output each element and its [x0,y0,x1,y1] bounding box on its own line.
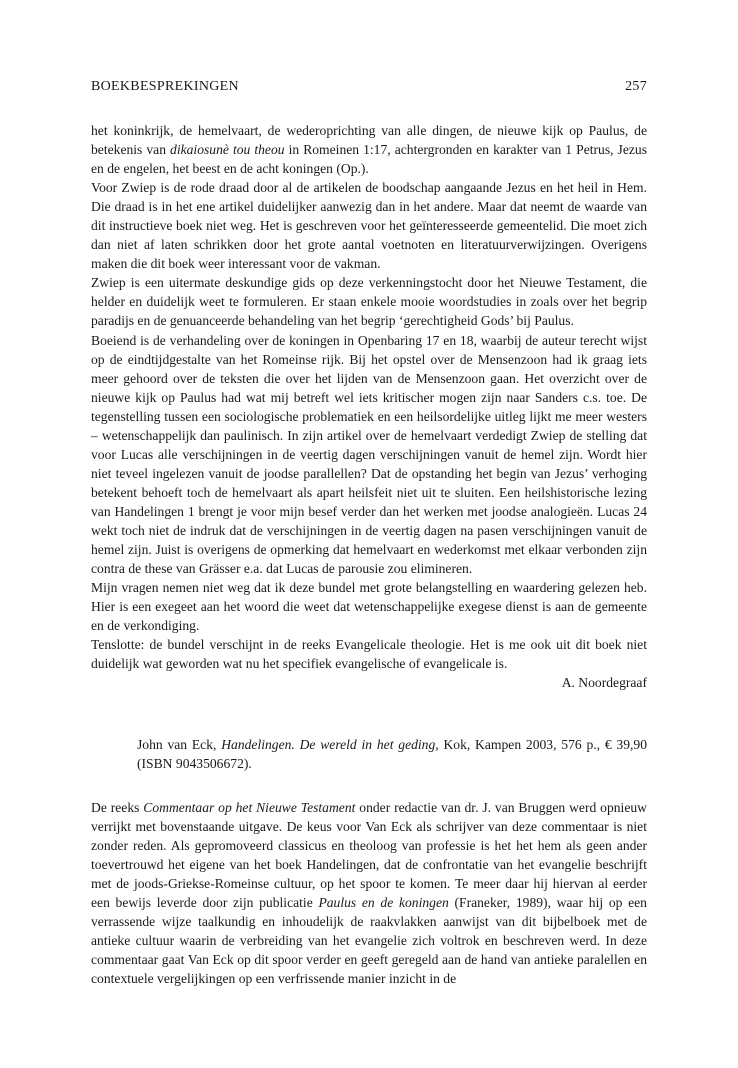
text-run: onder redactie van dr. J. van Bruggen werd opnieuw verrijkt met bovenstaande uitgave. De keus voor Van Eck als schrijver van deze commentaar is niet zonder reden. Als gepromoveerd classicus en theoloog van professie is het het hem als geen ander toevertrouwd het eigene van het boek Handelingen, dat de confrontatie van het evangelie beschrijft met de joods-Griekse-Romeinse cultuur, op het spoor te komen. Te meer daar hij hiervan al eerder een bewijs leverde door zijn publicatie [91,799,647,910]
paragraph-6: Tenslotte: de bundel verschijnt in de reeks Evangelicale theologie. Het is me ook uit dit boek niet duidelijk wat geworden wat nu het specifiek evangelische of evangelicale is. [91,637,647,672]
italic-series-title: Commentaar op het Nieuwe Testament [143,799,356,815]
running-header [91,79,647,99]
paragraph-1 [91,121,647,178]
paragraph-3: Zwiep is een uitermate deskundige gids op deze verkenningstocht door het Nieuwe Testament, die helder en duidelijk weet te formuleren. Er staan enkele mooie woordstudies in zoals over het begrip paradijs en de genuanceerde behandeling van het begrip ‘gerechtigheid Gods’ bij Paulus. [91,275,647,329]
paragraph-7 [91,798,647,988]
text-run: De reeks [91,799,144,815]
text-run: in Romeinen 1:17, achtergronden en karakter van 1 Petrus, Jezus en de engelen, het beest en de acht koningen (Op.). [91,142,647,177]
italic-term: dikaiosunè tou theou [170,142,285,158]
text-run: het koninkrijk, de hemelvaart, de wederoprichting van alle dingen, de nieuwe kijk op Paulus, de betekenis van [91,123,647,158]
citation-author: John van Eck, [137,737,222,753]
italic-publication-title: Paulus en de koningen [318,894,449,910]
citation-book-title: Handelingen. De wereld in het geding [221,737,436,753]
text-run: (Franeker, 1989), waar hij op een verrassende wijze taalkundig en inhoudelijk de raakvlakken aanwijst van dit bijbelboek met de antieke cultuur waarin de verbreiding van het evangelie zich voltrok en beschreven werd. In deze commentaar gaat Van Eck op dit spoor verder en geeft geregeld aan de hand van antieke paralellen en contextuele vergelijkingen op een verfrissende manier inzicht in de [91,894,647,986]
paragraph-4: Boeiend is de verhandeling over de koningen in Openbaring 17 en 18, waarbij de auteur terecht wijst op de eindtijdgestalte van het Romeinse rijk. Bij het opstel over de Mensenzoon had ik graag iets meer gehoord over de teksten die over het lijden van de Mensenzoon gaan. Het overzicht over de nieuwe kijk op Paulus had wat mij betreft wel iets kritischer mogen zijn naar Sanders c.s. toe. De tegenstelling tussen een sociologische problematiek en een heilsordelijke uitleg lijkt me meer westers – wetenschappelijk dan paulinisch. In zijn artikel over de hemelvaart verdedigt Zwiep de stelling dat voor Lucas alle verschijningen in de veertig dagen verschijningen vanuit de hemel zijn. Wordt hier niet teveel ingelezen vanuit de joodse parallellen? Dat de opstanding het begin van Jezus’ verhoging betekent behoeft toch de hemelvaart als apart heilsfeit niet uit te sluiten. Een heilshistorische lezing van Handelingen 1 brengt je voor mijn besef verder dan het werken met joodse analogieën. Lucas 24 wekt toch niet de indruk dat de verschijningen in de veertig dagen na pasen verschijningen vanuit de hemel zijn. Juist is overigens de opmerking dat hemelvaart en wederkomst met elkaar verbonden zijn contra de these van Grässer e.a. dat Lucas de parousie zou elimineren. [91,332,647,577]
page-number: 257 [625,79,647,94]
paragraph-5: Mijn vragen nemen niet weg dat ik deze bundel met grote belangstelling en waardering gelezen heb. Hier is een exegeet aan het woord die weet dat wetenschappelijke exegese dienst is aan de gemeente en de verkondiging. [91,580,647,634]
citation-details: , Kok, Kampen 2003, 576 p., € 39,90 (ISBN 9043506672). [137,737,647,772]
body-text [91,121,647,988]
reviewer-signature: A. Noordegraaf [561,675,647,691]
section-title: BOEKBESPREKINGEN [91,79,239,94]
paragraph-2: Voor Zwiep is de rode draad door al de artikelen de boodschap aangaande Jezus en het heil in Hem. Die draad is in het ene artikel duidelijker aanwezig dan in het andere. Maar dat neemt de waarde van dit instructieve boek niet weg. Het is geschreven voor het geïnteresseerde gemeentelid. Die moet zich dan niet af laten schrikken door het grote aantal voetnoten en literatuurverwijzingen. Overigens maken die dit boek weer interessant voor de vakman. [91,180,647,272]
book-citation [137,735,647,773]
